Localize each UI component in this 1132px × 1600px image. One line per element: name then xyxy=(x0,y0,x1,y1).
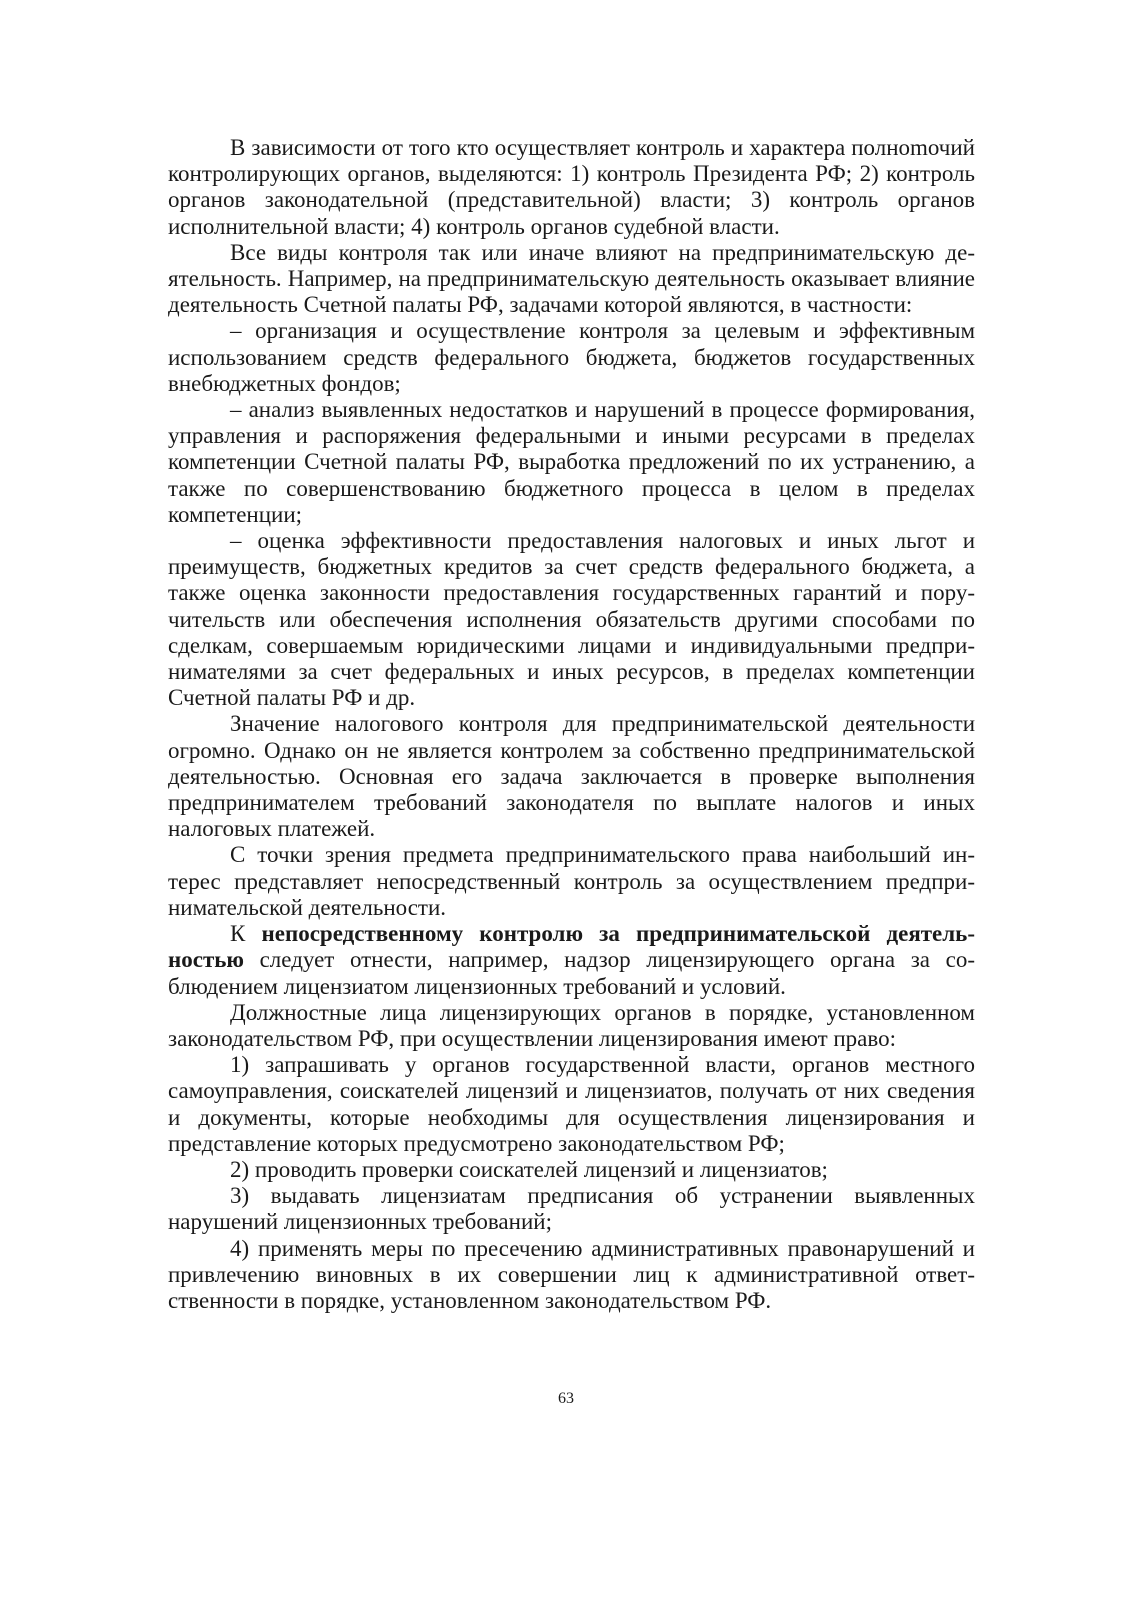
list-item-request-documents: 1) запрашивать у органов государственной власти, органов местного самоуправления, соискателей лицензий и лицензиатов, получать от них сведения и документы, которые необходимы для осуществления лицензирования и представление которых предусмотрено законодательством РФ; xyxy=(168,1052,975,1156)
paragraph-all-control-types: Все виды контроля так или иначе влияют на предпринимательскую деятельность. Например, на предпринимательскую деятельность оказывает влияние деятельность Счетной палаты РФ, задачами которой являются, в частности: xyxy=(168,239,975,318)
paragraph-tax-control: Значение налогового контроля для предпринимательской деятельности огромно. Однако он не является контролем за собственно предпринимательской деятельностью. Основная его задача заключается в проверке выполнения предпринимателем требований законодателя по выплате налогов и иных налоговых платежей. xyxy=(168,711,975,842)
paragraph-licensing-officials: Должностные лица лицензирующих органов в порядке, установленном законодательством РФ, при осуществлении лицензирования имеют право: xyxy=(168,999,975,1051)
paragraph-subject-matter: С точки зрения предмета предпринимательского права наибольший интерес представляет непосредственный контроль за осуществлением предпринимательской деятельности. xyxy=(168,842,975,920)
list-item-orders: 3) выдавать лицензиатам предписания об устранении выявленных нарушений лицензионных требований; xyxy=(168,1183,975,1235)
paragraph-direct-control xyxy=(168,921,975,1000)
list-item-sanctions: 4) применять меры по пресечению административных правонарушений и привлечению виновных в их совершении лиц к административной ответственности в порядке, установленном законодательством РФ. xyxy=(168,1235,975,1313)
body-text xyxy=(168,135,975,1314)
paragraph-control-types: В зависимости от того кто осуществляет контроль и характера полноmочий контролирующих органов, выделяются: 1) контроль Президента РФ; 2) контроль органов законодательной (представительной) власти; 3) контроль органов исполнительной власти; 4) контроль органов судебной власти. xyxy=(168,135,975,239)
page-number: 63 xyxy=(558,1390,574,1407)
direct-control-rest: следует отнести, например, надзор лицензирующего органа за соблюдением лицензиатом лицензионных требований и условий. xyxy=(168,947,975,999)
list-item-control-organization: – организация и осуществление контроля за целевым и эффективным использованием средств федерального бюджета, бюджетов государственных внебюджетных фондов; xyxy=(168,318,975,396)
list-item-analysis: – анализ выявленных недостатков и нарушений в процессе формирования, управления и распоряжения федеральными и иными ресурсами в пределах компетенции Счетной палаты РФ, выработка предложений по их устранению, а также по совершенствованию бюджетного процесса в целом в пределах компетенции; xyxy=(168,397,975,527)
direct-control-lead: К xyxy=(230,921,262,947)
direct-control-term: непосредственному контролю за предпринимательской деятельностью xyxy=(168,921,976,973)
list-item-efficiency-evaluation: – оценка эффективности предоставления налоговых и иных льгот и преимуществ, бюджетных кредитов за счет средств федерального бюджета, а также оценка законности предоставления государственных гарантий и поручительств или обеспечения исполнения обязательств другими способами по сделкам, совершаемым юридическими лицами и индивидуальными предпринимателями за счет федеральных и иных ресурсов, в пределах компетенции Счетной палаты РФ и др. xyxy=(168,528,975,711)
list-item-inspections: 2) проводить проверки соискателей лицензий и лицензиатов; xyxy=(230,1156,828,1182)
